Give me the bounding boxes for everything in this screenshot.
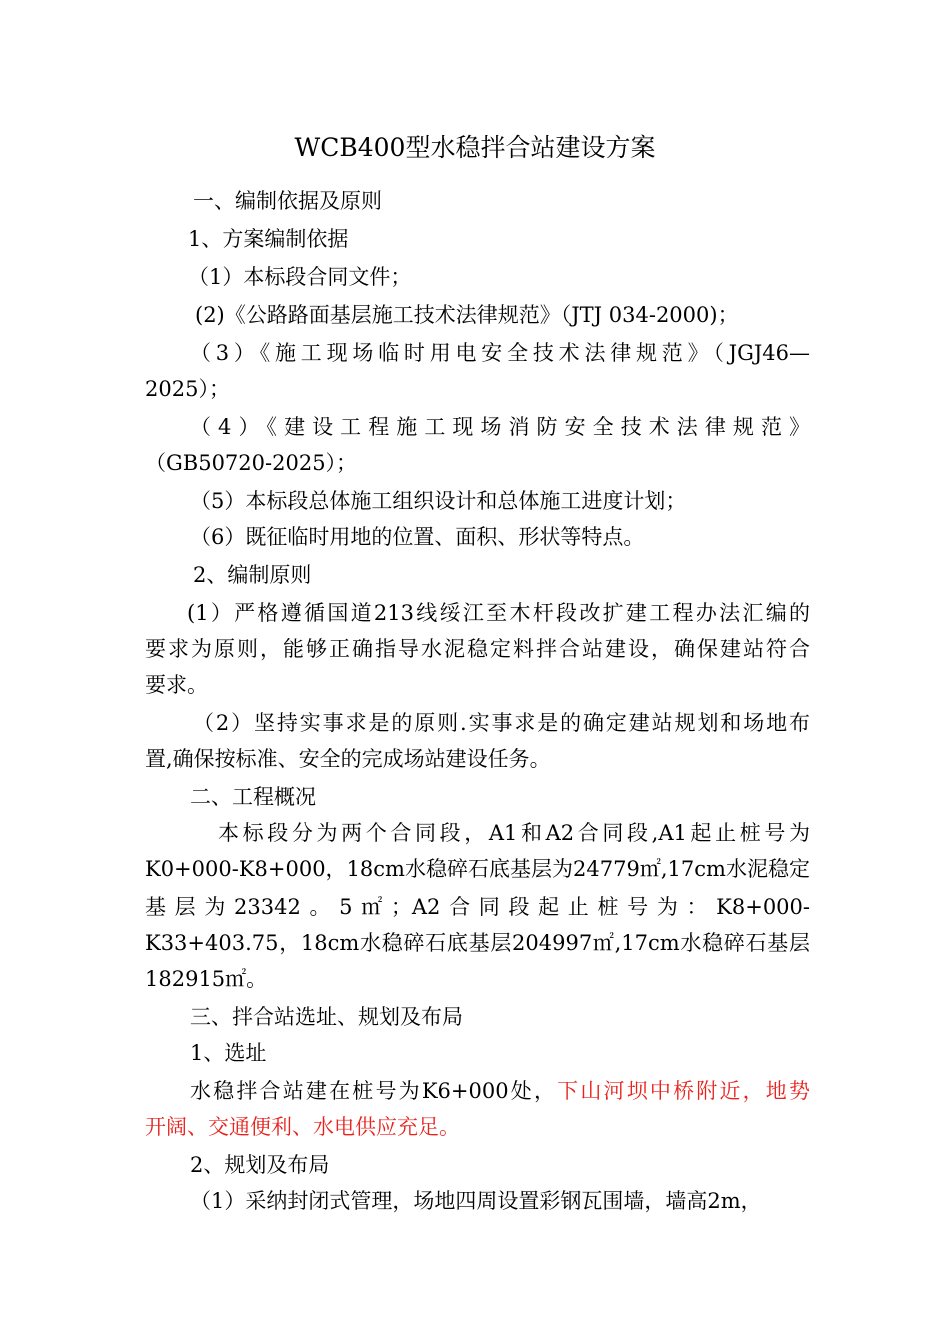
principle-1-line-1: (1）严格遵循国道213线绥江至木杆段改扩建工程办法汇编的	[187, 601, 810, 625]
overview-line-3: 基层为23342。5㎡；A2合同段起止桩号为：K8+000-	[145, 895, 810, 919]
principle-1-line-2: 要求为原则，能够正确指导水泥稳定料拌合站建设，确保建站符合	[145, 637, 810, 661]
section-heading-basis-and-principles: 一、编制依据及原则	[193, 189, 382, 213]
basis-item-2: (2)《公路路面基层施工技术法律规范》（JTJ 034-2000)；	[195, 303, 739, 327]
basis-item-6: （6）既征临时用地的位置、面积、形状等特点。	[190, 525, 645, 549]
document-title: WCB400型水稳拌合站建设方案	[294, 133, 656, 162]
basis-item-5: （5）本标段总体施工组织设计和总体施工进度计划；	[190, 489, 687, 513]
site-location-text: 水稳拌合站建在桩号为K6+000处，	[190, 1079, 558, 1103]
overview-line-4: K33+403.75，18cm水稳碎石底基层204997㎡,17cm水稳碎石基层	[145, 931, 810, 955]
overview-line-2: K0+000-K8+000，18cm水稳碎石底基层为24779㎡,17cm水泥稳定	[145, 857, 810, 881]
basis-item-3-line-2: 2025）；	[145, 377, 230, 401]
basis-item-4-line-2: （GB50720-2025）；	[145, 451, 358, 475]
subheading-basis: 1、方案编制依据	[188, 227, 349, 251]
overview-line-5: 182915㎡。	[145, 967, 268, 991]
basis-item-1: （1）本标段合同文件；	[188, 265, 412, 289]
principle-2-line-1: （2）坚持实事求是的原则.实事求是的确定建站规划和场地布	[193, 711, 810, 735]
basis-item-3-line-1: （3）《施工现场临时用电安全技术法律规范》（JGJ46—	[190, 341, 810, 365]
overview-line-1: 本标段分为两个合同段，A1和A2合同段,A1起止桩号为	[218, 821, 810, 845]
principle-1-line-3: 要求。	[145, 673, 208, 697]
principle-2-line-2: 置,确保按标准、安全的完成场站建设任务。	[145, 747, 551, 771]
site-highlight-text-2: 开阔、交通便利、水电供应充足。	[145, 1115, 460, 1139]
site-highlight-text-1: 下山河坝中桥附近，地势	[557, 1079, 810, 1103]
subheading-planning-layout: 2、规划及布局	[190, 1153, 330, 1177]
section-heading-overview: 二、工程概况	[190, 785, 316, 809]
site-line-1	[145, 1074, 810, 1108]
planning-item-1: （1）采纳封闭式管理，场地四周设置彩钢瓦围墙，墙高2m，	[190, 1189, 762, 1213]
basis-item-4-line-1: （4）《建设工程施工现场消防安全技术法律规范》	[190, 415, 810, 439]
subheading-principles: 2、编制原则	[193, 563, 312, 587]
section-heading-site-planning: 三、拌合站选址、规划及布局	[190, 1005, 463, 1029]
subheading-site-selection: 1、选址	[190, 1041, 267, 1065]
